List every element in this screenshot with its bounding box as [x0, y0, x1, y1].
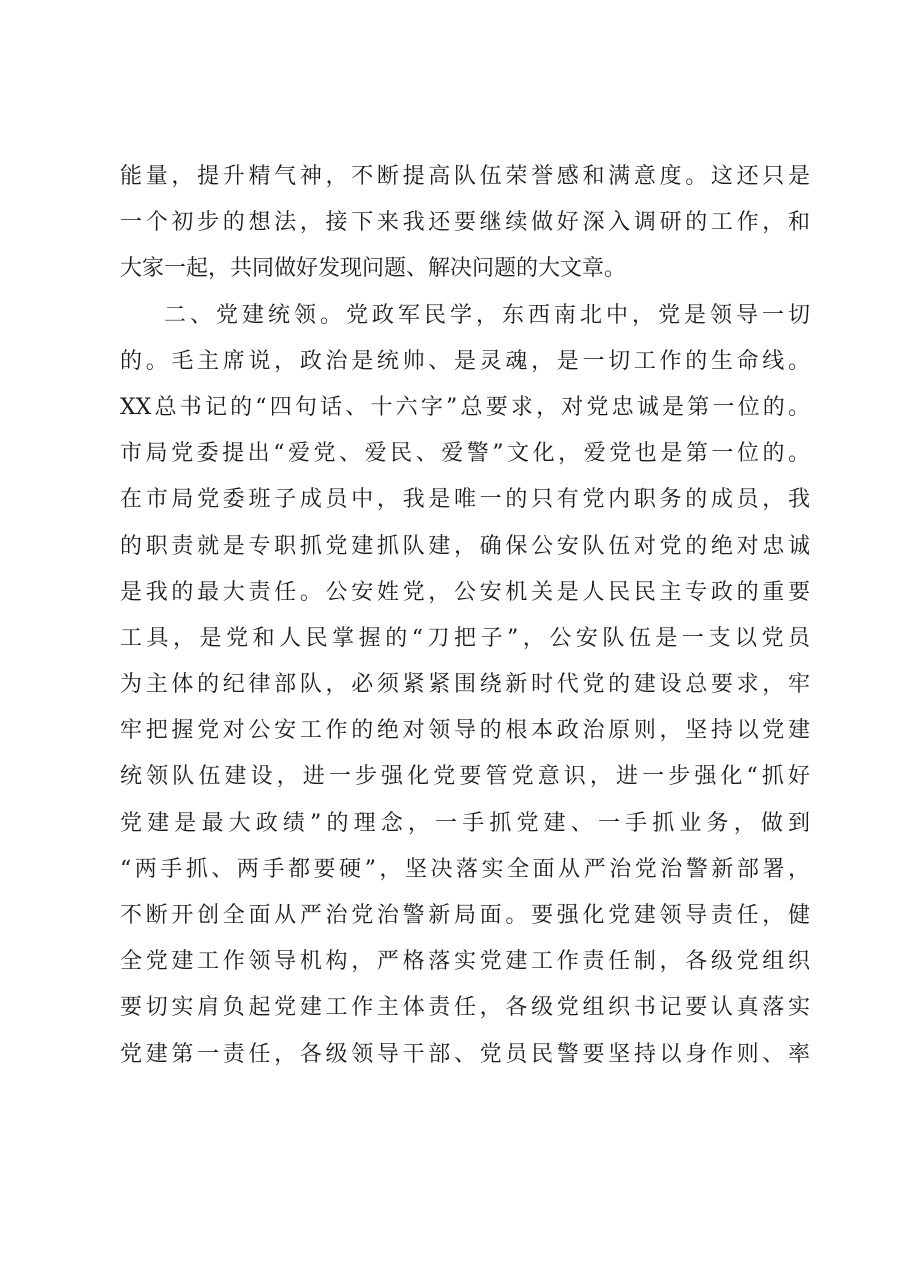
text-line: 能量，提升精气神，不断提高队伍荣誉感和满意度。这还只是	[120, 164, 810, 189]
text-line: 是我的最大责任。公安姓党，公安机关是人民民主专政的重要	[120, 579, 810, 605]
text-line: 党建是最大政绩”的理念，一手抓党建、一手抓业务，做到	[120, 810, 810, 836]
text-line: 全党建工作领导机构，严格落实党建工作责任制，各级党组织	[120, 949, 810, 975]
document-body	[120, 154, 810, 1078]
text-line: 大家一起，共同做好发现问题、解决问题的大文章。	[120, 256, 627, 282]
text-line: 要切实肩负起党建工作主体责任，各级党组织书记要认真落实	[120, 995, 810, 1021]
paragraph-party-building	[120, 293, 810, 1078]
text-line: 统领队伍建设，进一步强化党要管党意识，进一步强化“抓好	[120, 764, 810, 790]
text-line: 市局党委提出“爱党、爱民、爱警”文化，爱党也是第一位的。	[120, 441, 810, 467]
text-line: “两手抓、两手都要硬”，坚决落实全面从严治党治警新部署，	[120, 856, 810, 882]
text-line: 工具，是党和人民掌握的“刀把子”，公安队伍是一支以党员	[120, 625, 810, 651]
text-line: 的。毛主席说，政治是统帅、是灵魂，是一切工作的生命线。	[120, 348, 810, 374]
text-line: 为主体的纪律部队，必须紧紧围绕新时代党的建设总要求，牢	[120, 672, 810, 698]
text-line: 二、党建统领。党政军民学，东西南北中，党是领导一切	[164, 302, 810, 328]
text-line: 牢把握党对公安工作的绝对领导的根本政治原则，坚持以党建	[120, 718, 810, 744]
text-line: XX总书记的“四句话、十六字”总要求，对党忠诚是第一位的。	[120, 394, 810, 420]
text-line: 不断开创全面从严治党治警新局面。要强化党建领导责任，健	[120, 903, 810, 928]
text-line: 一个初步的想法，接下来我还要继续做好深入调研的工作，和	[120, 210, 810, 236]
text-line: 在市局党委班子成员中，我是唯一的只有党内职务的成员，我	[120, 487, 810, 513]
text-line: 的职责就是专职抓党建抓队建，确保公安队伍对党的绝对忠诚	[120, 533, 810, 559]
text-line: 党建第一责任，各级领导干部、党员民警要坚持以身作则、率	[120, 1041, 810, 1067]
paragraph-continuation	[120, 154, 810, 293]
